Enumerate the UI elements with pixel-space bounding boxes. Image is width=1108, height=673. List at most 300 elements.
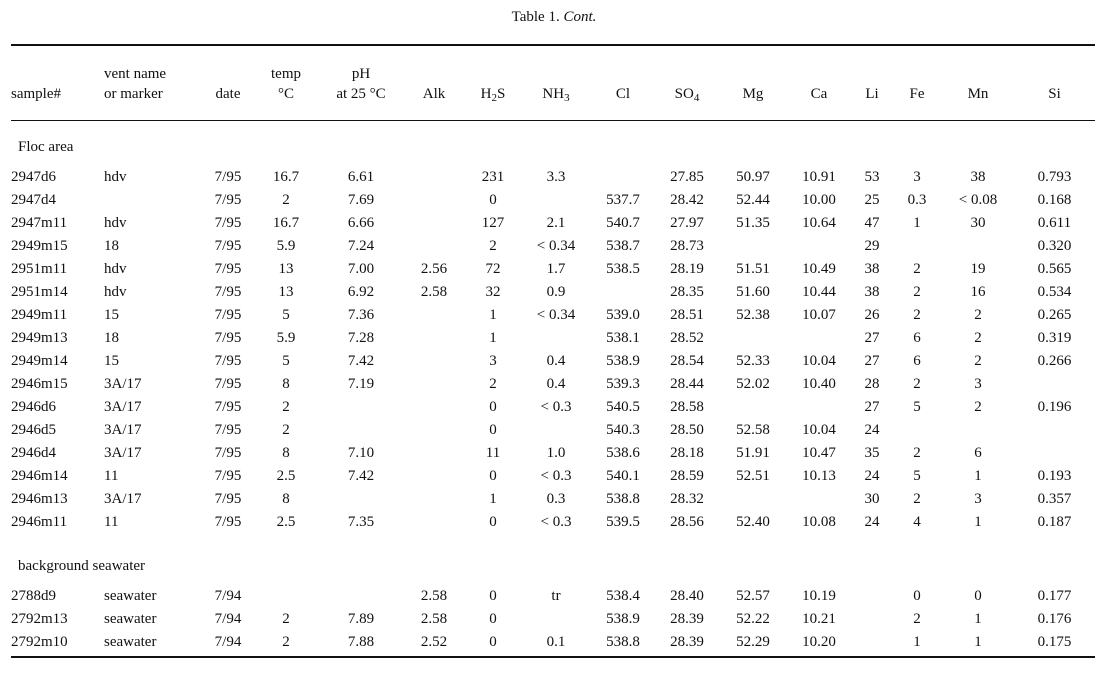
cell-nh3: 3.3 [546, 169, 566, 185]
cell-c: 2 [282, 634, 290, 650]
cell-mg: 52.38 [736, 307, 770, 323]
cell-alk: 2.58 [420, 588, 448, 604]
cell-so4: 27.97 [670, 215, 704, 231]
column-header-4 [320, 53, 402, 115]
column-header-line1 [942, 64, 1014, 84]
cell-li: 24 [864, 514, 880, 530]
column-header-line1 [720, 64, 786, 84]
cell-or-marker: 11 [104, 468, 119, 484]
cell-h2s: 2 [489, 376, 497, 392]
cell-sample: 2946m13 [11, 491, 68, 507]
cell-ca: 10.07 [802, 307, 836, 323]
cell-or-marker: 3A/17 [104, 422, 142, 438]
cell-li: 25 [864, 192, 880, 208]
cell-mn: 3 [974, 491, 982, 507]
column-header-line2 [592, 84, 654, 104]
column-header-line1 [466, 64, 520, 84]
cell-nh3: 0.1 [546, 634, 566, 650]
cell-mg [720, 327, 786, 350]
table-row [11, 511, 1095, 534]
cell-date: 7/95 [214, 376, 242, 392]
cell-fe [892, 235, 942, 258]
cell-ca: 10.20 [802, 634, 836, 650]
cell-alk: 2.56 [420, 261, 448, 277]
section-title: Floc area [18, 139, 74, 155]
cell-fe [892, 419, 942, 442]
cell-mn: 1 [974, 468, 982, 484]
cell-ca: 10.44 [802, 284, 836, 300]
cell-si: 0.175 [1037, 634, 1072, 650]
cell-si: 0.611 [1037, 215, 1072, 231]
cell-nh3: 0.4 [546, 353, 566, 369]
cell-c: 5.9 [276, 330, 296, 346]
cell-so4: 28.40 [670, 588, 704, 604]
cell-alk [402, 488, 466, 511]
cell-alk [402, 166, 466, 189]
cell-mn: 19 [970, 261, 986, 277]
column-header-text: Cl [615, 86, 631, 102]
cell-fe: 1 [913, 634, 921, 650]
column-header-9 [654, 53, 720, 115]
cell-mg: 51.91 [736, 445, 770, 461]
cell-or-marker: seawater [104, 611, 157, 627]
cell-or-marker [104, 189, 204, 212]
cell-mn: 1 [974, 611, 982, 627]
cell-cl: 540.1 [606, 468, 640, 484]
column-header-11 [786, 53, 852, 115]
column-header-line2 [720, 84, 786, 104]
table-row [11, 396, 1095, 419]
column-header-text: °C [277, 86, 294, 102]
cell-fe: 6 [913, 330, 921, 346]
cell-fe: 0 [913, 588, 921, 604]
column-header-line2 [852, 84, 892, 104]
cell-mg: 52.44 [736, 192, 770, 208]
column-header-14 [942, 53, 1014, 115]
cell-mg: 51.35 [736, 215, 770, 231]
cell-at-25-c: 6.92 [347, 284, 375, 300]
cell-si: 0.265 [1037, 307, 1072, 323]
cell-cl: 538.9 [606, 353, 640, 369]
column-header-text: SO [674, 86, 694, 102]
cell-cl: 537.7 [606, 192, 640, 208]
cell-alk [402, 350, 466, 373]
cell-mg: 52.02 [736, 376, 770, 392]
data-table [11, 53, 1095, 654]
cell-li: 30 [864, 491, 880, 507]
cell-or-marker: 15 [104, 353, 119, 369]
cell-at-25-c: 7.42 [347, 353, 375, 369]
column-header-text: Si [1048, 86, 1061, 102]
cell-nh3: < 0.3 [540, 514, 572, 530]
table-row [11, 235, 1095, 258]
cell-at-25-c: 6.66 [347, 215, 375, 231]
cell-so4: 28.39 [670, 634, 704, 650]
cell-so4: 28.32 [670, 491, 704, 507]
table-row [11, 373, 1095, 396]
cell-or-marker: 11 [104, 514, 119, 530]
cell-sample: 2949m15 [11, 238, 68, 254]
cell-date: 7/95 [214, 169, 242, 185]
table-caption [0, 9, 1108, 26]
cell-h2s: 32 [485, 284, 501, 300]
cell-date: 7/95 [214, 307, 242, 323]
cell-h2s: 1 [489, 307, 497, 323]
cell-date: 7/94 [214, 611, 242, 627]
column-header-line2 [320, 84, 402, 104]
cell-fe: 5 [913, 468, 921, 484]
cell-so4: 27.85 [670, 169, 704, 185]
cell-mg: 52.58 [736, 422, 770, 438]
column-header-0 [11, 53, 104, 115]
cell-mg [720, 396, 786, 419]
cell-c: 13 [278, 284, 294, 300]
cell-nh3: < 0.3 [540, 399, 572, 415]
column-header-13 [892, 53, 942, 115]
cell-at-25-c [320, 488, 402, 511]
cell-date: 7/95 [214, 514, 242, 530]
cell-h2s: 0 [489, 611, 497, 627]
cell-alk [402, 396, 466, 419]
cell-fe: 6 [913, 353, 921, 369]
cell-cl: 538.4 [606, 588, 640, 604]
cell-mn [942, 235, 1014, 258]
cell-cl [592, 281, 654, 304]
cell-nh3: 1.0 [546, 445, 566, 461]
column-header-line1 [1014, 64, 1095, 84]
column-header-line2 [104, 84, 204, 104]
cell-mn: 3 [974, 376, 982, 392]
cell-h2s: 127 [481, 215, 505, 231]
table-row [11, 419, 1095, 442]
cell-si [1014, 373, 1095, 396]
cell-fe: 4 [913, 514, 921, 530]
table-row [11, 166, 1095, 189]
cell-nh3: < 0.3 [540, 468, 572, 484]
table-row [11, 304, 1095, 327]
cell-mn: 0 [974, 588, 982, 604]
cell-h2s: 231 [481, 169, 505, 185]
cell-c [252, 585, 320, 608]
column-header-line2 [466, 84, 520, 104]
cell-h2s: 0 [489, 399, 497, 415]
cell-cl: 538.8 [606, 491, 640, 507]
cell-li: 27 [864, 330, 880, 346]
cell-li: 47 [864, 215, 880, 231]
cell-cl: 540.7 [606, 215, 640, 231]
cell-so4: 28.50 [670, 422, 704, 438]
cell-alk [402, 212, 466, 235]
cell-li: 38 [864, 284, 880, 300]
cell-li: 35 [864, 445, 880, 461]
cell-or-marker: 18 [104, 330, 119, 346]
column-header-line2 [786, 84, 852, 104]
cell-sample: 2947d4 [11, 192, 56, 208]
cell-mg [720, 235, 786, 258]
cell-or-marker: hdv [104, 284, 127, 300]
cell-li: 27 [864, 353, 880, 369]
column-header-text: Ca [810, 86, 828, 102]
cell-so4: 28.73 [670, 238, 704, 254]
cell-li: 27 [864, 399, 880, 415]
cell-cl: 538.5 [606, 261, 640, 277]
cell-or-marker: 15 [104, 307, 119, 323]
cell-so4: 28.56 [670, 514, 704, 530]
cell-mg: 51.60 [736, 284, 770, 300]
table-row [11, 465, 1095, 488]
cell-at-25-c: 7.00 [347, 261, 375, 277]
column-header-line2 [1014, 84, 1095, 104]
column-header-line1: pH [351, 66, 371, 82]
cell-alk [402, 511, 466, 534]
cell-cl: 538.6 [606, 445, 640, 461]
cell-ca: 10.08 [802, 514, 836, 530]
cell-mn: 1 [974, 514, 982, 530]
cell-date: 7/94 [214, 634, 242, 650]
cell-at-25-c: 7.28 [347, 330, 375, 346]
column-header-7 [520, 53, 592, 115]
table-row [11, 442, 1095, 465]
cell-li: 29 [864, 238, 880, 254]
cell-alk [402, 189, 466, 212]
cell-mn: 30 [970, 215, 986, 231]
cell-c: 8 [282, 376, 290, 392]
column-header-line1 [592, 64, 654, 84]
table-row [11, 327, 1095, 350]
cell-alk [402, 373, 466, 396]
cell-alk [402, 304, 466, 327]
cell-mn [942, 419, 1014, 442]
cell-ca: 10.04 [802, 422, 836, 438]
cell-nh3: 1.7 [546, 261, 566, 277]
cell-or-marker: hdv [104, 215, 127, 231]
cell-fe: 3 [913, 169, 921, 185]
column-header-line1 [402, 64, 466, 84]
cell-c: 2.5 [276, 514, 296, 530]
cell-mn: < 0.08 [958, 192, 998, 208]
cell-so4: 28.54 [670, 353, 704, 369]
cell-nh3 [520, 327, 592, 350]
cell-si: 0.176 [1037, 611, 1072, 627]
cell-mg: 50.97 [736, 169, 770, 185]
cell-alk [402, 465, 466, 488]
cell-at-25-c [320, 585, 402, 608]
bottom-rule [11, 656, 1095, 658]
cell-si: 0.193 [1037, 468, 1072, 484]
cell-fe: 2 [913, 307, 921, 323]
cell-alk: 2.58 [420, 611, 448, 627]
cell-date: 7/95 [214, 468, 242, 484]
cell-sample: 2792m13 [11, 611, 68, 627]
cell-si [1014, 442, 1095, 465]
cell-fe: 2 [913, 261, 921, 277]
cell-c: 13 [278, 261, 294, 277]
cell-at-25-c: 7.42 [347, 468, 375, 484]
cell-ca: 10.47 [802, 445, 836, 461]
cell-h2s: 0 [489, 634, 497, 650]
cell-c: 8 [282, 491, 290, 507]
cell-mg: 52.51 [736, 468, 770, 484]
column-header-text: Mg [742, 86, 764, 102]
column-header-subscript: 4 [693, 92, 700, 104]
cell-h2s: 0 [489, 468, 497, 484]
cell-h2s: 1 [489, 330, 497, 346]
cell-so4: 28.18 [670, 445, 704, 461]
cell-sample: 2946m14 [11, 468, 68, 484]
cell-or-marker: hdv [104, 169, 127, 185]
cell-at-25-c: 7.35 [347, 514, 375, 530]
column-header-line2 [204, 84, 252, 104]
column-header-text: Alk [422, 86, 446, 102]
cell-ca: 10.04 [802, 353, 836, 369]
cell-si: 0.196 [1037, 399, 1072, 415]
cell-sample: 2946m11 [11, 514, 68, 530]
column-header-line1 [654, 64, 720, 84]
cell-h2s: 0 [489, 588, 497, 604]
cell-li [852, 631, 892, 654]
table-row [11, 281, 1095, 304]
column-header-line2 [892, 84, 942, 104]
column-header-subscript: 3 [564, 92, 570, 104]
cell-nh3: < 0.34 [536, 238, 576, 254]
cell-c: 2 [282, 611, 290, 627]
cell-nh3 [520, 189, 592, 212]
cell-mg: 52.57 [736, 588, 770, 604]
cell-sample: 2949m13 [11, 330, 68, 346]
cell-c: 2 [282, 399, 290, 415]
cell-ca: 10.49 [802, 261, 836, 277]
cell-or-marker: seawater [104, 634, 157, 650]
cell-mg: 52.40 [736, 514, 770, 530]
cell-at-25-c: 7.24 [347, 238, 375, 254]
cell-so4: 28.42 [670, 192, 704, 208]
cell-li: 38 [864, 261, 880, 277]
table-row [11, 350, 1095, 373]
cell-h2s: 72 [485, 261, 501, 277]
top-rule [11, 44, 1095, 46]
column-header-6 [466, 53, 520, 115]
cell-si: 0.793 [1037, 169, 1072, 185]
cell-fe: 2 [913, 491, 921, 507]
column-header-text: NH [542, 86, 565, 102]
cell-nh3: 0.3 [546, 491, 566, 507]
cell-cl: 540.5 [606, 399, 640, 415]
cell-ca: 10.00 [802, 192, 836, 208]
column-header-text: Li [865, 86, 879, 102]
table-row [11, 258, 1095, 281]
cell-or-marker: 3A/17 [104, 445, 142, 461]
cell-date: 7/95 [214, 261, 242, 277]
cell-so4: 28.44 [670, 376, 704, 392]
cell-alk [402, 419, 466, 442]
cell-or-marker: 3A/17 [104, 399, 142, 415]
cell-sample: 2947m11 [11, 215, 68, 231]
cell-mg: 52.33 [736, 353, 770, 369]
cell-mn: 38 [970, 169, 986, 185]
column-header-subscript: 2 [491, 92, 497, 104]
column-header-text: H [480, 86, 492, 102]
cell-sample: 2951m14 [11, 284, 68, 300]
cell-mn: 1 [974, 634, 982, 650]
cell-date: 7/95 [214, 353, 242, 369]
column-header-text: or marker [104, 86, 163, 102]
cell-ca [786, 327, 852, 350]
cell-h2s: 0 [489, 514, 497, 530]
section-header-floc-area [11, 115, 1095, 166]
cell-mn: 2 [974, 353, 982, 369]
column-header-line1 [786, 64, 852, 84]
table-row [11, 585, 1095, 608]
cell-so4: 28.39 [670, 611, 704, 627]
cell-ca: 10.21 [802, 611, 836, 627]
cell-h2s: 11 [485, 445, 501, 461]
column-header-line2 [520, 84, 592, 104]
cell-c: 2 [282, 422, 290, 438]
cell-li [852, 608, 892, 631]
table-body [11, 115, 1095, 654]
column-header-line1 [204, 64, 252, 84]
cell-cl: 538.7 [606, 238, 640, 254]
header-row [11, 53, 1095, 115]
cell-date: 7/95 [214, 284, 242, 300]
cell-h2s: 2 [489, 238, 497, 254]
cell-date: 7/95 [214, 399, 242, 415]
cell-alk [402, 327, 466, 350]
cell-fe: 2 [913, 284, 921, 300]
cell-nh3: 0.4 [546, 376, 566, 392]
cell-mn: 2 [974, 399, 982, 415]
cell-at-25-c: 7.19 [347, 376, 375, 392]
cell-sample: 2949m14 [11, 353, 68, 369]
cell-alk: 2.58 [420, 284, 448, 300]
cell-ca: 10.19 [802, 588, 836, 604]
cell-date: 7/95 [214, 422, 242, 438]
cell-so4: 28.52 [670, 330, 704, 346]
cell-at-25-c: 7.88 [347, 634, 375, 650]
cell-mn: 2 [974, 330, 982, 346]
cell-li: 26 [864, 307, 880, 323]
cell-or-marker: 3A/17 [104, 376, 142, 392]
section-header-background-seawater [11, 534, 1095, 585]
column-header-10 [720, 53, 786, 115]
column-header-line2 [942, 84, 1014, 104]
cell-at-25-c: 6.61 [347, 169, 375, 185]
table-row [11, 631, 1095, 654]
cell-cl: 540.3 [606, 422, 640, 438]
cell-date: 7/95 [214, 215, 242, 231]
cell-so4: 28.19 [670, 261, 704, 277]
cell-c: 5 [282, 307, 290, 323]
cell-at-25-c: 7.36 [347, 307, 375, 323]
cell-date: 7/94 [214, 588, 242, 604]
cell-alk [402, 442, 466, 465]
cell-fe: 1 [913, 215, 921, 231]
cell-c: 2.5 [276, 468, 296, 484]
cell-or-marker: seawater [104, 588, 157, 604]
cell-h2s: 0 [489, 192, 497, 208]
cell-cl [592, 166, 654, 189]
column-header-2 [204, 53, 252, 115]
cell-date: 7/95 [214, 491, 242, 507]
cell-nh3: 0.9 [546, 284, 566, 300]
column-header-5 [402, 53, 466, 115]
cell-so4: 28.35 [670, 284, 704, 300]
cell-ca: 10.64 [802, 215, 836, 231]
cell-nh3: tr [551, 588, 561, 604]
cell-si: 0.319 [1037, 330, 1072, 346]
cell-si: 0.177 [1037, 588, 1072, 604]
cell-fe: 0.3 [907, 192, 927, 208]
